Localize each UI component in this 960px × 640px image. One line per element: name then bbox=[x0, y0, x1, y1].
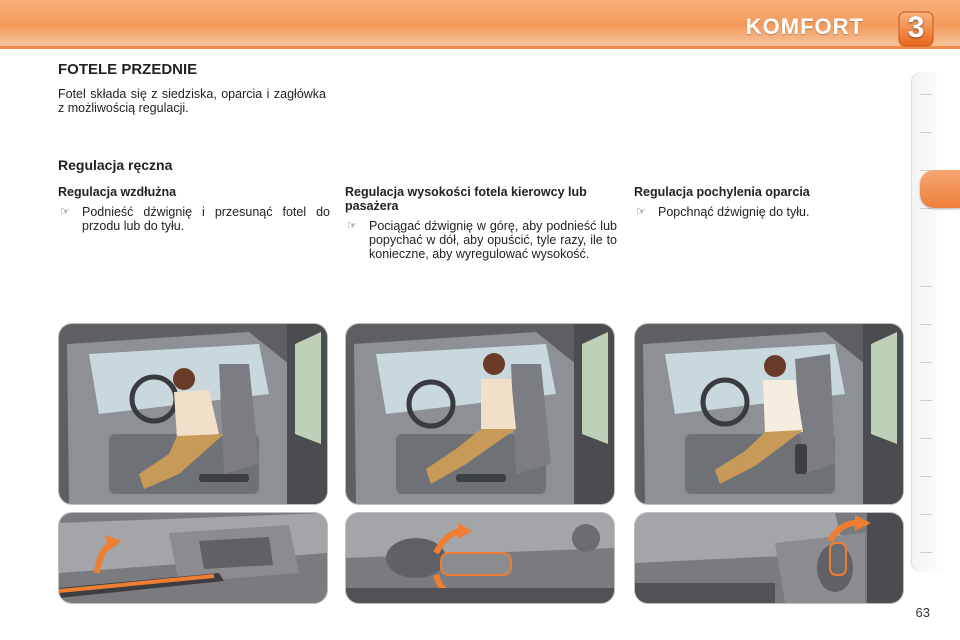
chapter-number: 3 bbox=[907, 11, 925, 44]
chapter-tab-marker[interactable] bbox=[920, 476, 932, 477]
chapter-tab-marker[interactable] bbox=[920, 438, 932, 439]
chapter-tab-marker[interactable] bbox=[920, 132, 932, 133]
height-lever-detail bbox=[345, 512, 615, 604]
instruction-text: Popchnąć dźwignię do tyłu. bbox=[658, 205, 810, 219]
longitudinal-lever-detail bbox=[58, 512, 328, 604]
column-heading: Regulacja pochylenia oparcia bbox=[634, 185, 810, 199]
driver-seat-illustration bbox=[58, 323, 328, 505]
chapter-badge bbox=[896, 9, 936, 49]
active-chapter-tab[interactable] bbox=[920, 170, 960, 208]
chapter-tab-marker[interactable] bbox=[920, 94, 932, 95]
chapter-tab-marker[interactable] bbox=[920, 324, 932, 325]
chapter-tab-marker[interactable] bbox=[920, 362, 932, 363]
subsection-title: Regulacja ręczna bbox=[58, 157, 173, 173]
instruction-text: Pociągać dźwignię w górę, aby podnieść lub popychać w dół, aby opuścić, tyle razy, ile to konieczne, aby wyregulować wysokość. bbox=[369, 219, 617, 261]
column-heading: Regulacja wzdłużna bbox=[58, 185, 177, 199]
section-intro: Fotel składa się z siedziska, oparcia i zagłówka z możliwością regulacji. bbox=[58, 87, 326, 115]
chapter-tab-marker[interactable] bbox=[920, 400, 932, 401]
instruction-item bbox=[345, 219, 617, 261]
chapter-tab-marker[interactable] bbox=[920, 552, 932, 553]
chapter-tabs bbox=[911, 72, 946, 572]
page-number: 63 bbox=[915, 605, 930, 620]
column-longitudinal bbox=[58, 185, 330, 233]
instruction-item bbox=[58, 205, 330, 233]
chapter-tab-marker[interactable] bbox=[920, 286, 932, 287]
section-title: FOTELE PRZEDNIE bbox=[58, 61, 198, 78]
pointing-hand-icon: ☞ bbox=[347, 220, 357, 232]
driver-seat-illustration bbox=[345, 323, 615, 505]
recline-lever-detail bbox=[634, 512, 904, 604]
chapter-title: KOMFORT bbox=[745, 14, 864, 39]
instruction-item bbox=[634, 205, 906, 219]
pointing-hand-icon: ☞ bbox=[636, 206, 646, 218]
chapter-tab-marker[interactable] bbox=[920, 514, 932, 515]
instruction-text: Podnieść dźwignię i przesunąć fotel do przodu lub do tyłu. bbox=[82, 205, 330, 233]
pointing-hand-icon: ☞ bbox=[60, 206, 70, 218]
column-recline bbox=[634, 185, 906, 219]
column-heading: Regulacja wysokości fotela kierowcy lub pasażera bbox=[345, 185, 587, 213]
header-rule bbox=[0, 46, 960, 49]
driver-seat-illustration bbox=[634, 323, 904, 505]
column-height bbox=[345, 185, 617, 261]
chapter-tab-marker[interactable] bbox=[920, 208, 932, 209]
